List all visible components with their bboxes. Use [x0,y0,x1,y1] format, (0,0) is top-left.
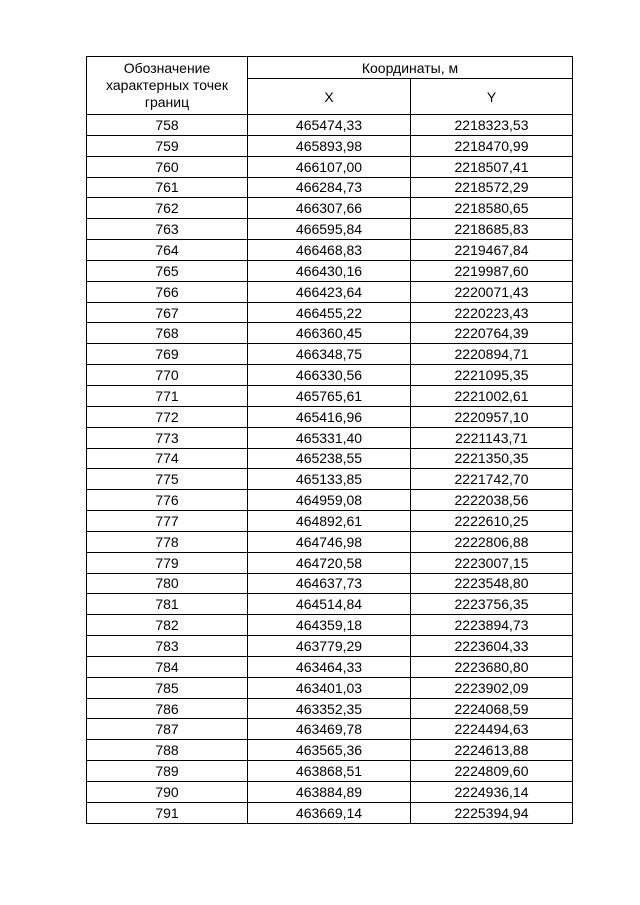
cell-y: 2223894,73 [411,615,573,636]
cell-point: 784 [87,656,248,677]
cell-y: 2223604,33 [411,636,573,657]
cell-y: 2220894,71 [411,344,573,365]
cell-x: 463779,29 [248,636,411,657]
cell-x: 463565,36 [248,740,411,761]
cell-y: 2223680,80 [411,656,573,677]
cell-point: 772 [87,406,248,427]
cell-y: 2221095,35 [411,365,573,386]
cell-x: 466423,64 [248,281,411,302]
cell-point: 777 [87,511,248,532]
cell-point: 768 [87,323,248,344]
cell-y: 2225394,94 [411,802,573,823]
cell-y: 2218470,99 [411,135,573,156]
cell-point: 790 [87,782,248,803]
cell-point: 770 [87,365,248,386]
table-row [87,802,573,823]
cell-point: 780 [87,573,248,594]
table-row [87,511,573,532]
cell-x: 465238,55 [248,448,411,469]
cell-y: 2221350,35 [411,448,573,469]
cell-y: 2218572,29 [411,177,573,198]
table-row [87,677,573,698]
table-row [87,761,573,782]
cell-x: 463464,33 [248,656,411,677]
cell-point: 765 [87,260,248,281]
cell-y: 2218580,65 [411,198,573,219]
table-row [87,782,573,803]
cell-y: 2224936,14 [411,782,573,803]
cell-x: 465893,98 [248,135,411,156]
cell-point: 781 [87,594,248,615]
cell-y: 2221742,70 [411,469,573,490]
cell-point: 779 [87,552,248,573]
header-y: Y [411,79,573,115]
cell-x: 466284,73 [248,177,411,198]
header-point-designation: Обозначение характерных точек границ [87,57,248,115]
table-row [87,156,573,177]
table-row [87,365,573,386]
cell-y: 2224809,60 [411,761,573,782]
cell-y: 2221143,71 [411,427,573,448]
table-row [87,115,573,136]
cell-y: 2220764,39 [411,323,573,344]
cell-x: 464720,58 [248,552,411,573]
cell-point: 787 [87,719,248,740]
table-row [87,135,573,156]
cell-x: 464359,18 [248,615,411,636]
cell-x: 466455,22 [248,302,411,323]
cell-x: 464514,84 [248,594,411,615]
cell-x: 465133,85 [248,469,411,490]
table-row [87,740,573,761]
header-coordinates: Координаты, м [248,57,573,79]
cell-point: 785 [87,677,248,698]
cell-point: 775 [87,469,248,490]
cell-x: 463669,14 [248,802,411,823]
cell-x: 466430,16 [248,260,411,281]
table-row [87,427,573,448]
cell-point: 773 [87,427,248,448]
cell-y: 2219467,84 [411,240,573,261]
cell-x: 464637,73 [248,573,411,594]
cell-point: 791 [87,802,248,823]
cell-y: 2222610,25 [411,511,573,532]
cell-point: 783 [87,636,248,657]
cell-y: 2223756,35 [411,594,573,615]
table-row [87,594,573,615]
cell-x: 463401,03 [248,677,411,698]
cell-x: 464892,61 [248,511,411,532]
cell-point: 762 [87,198,248,219]
cell-point: 774 [87,448,248,469]
cell-y: 2222806,88 [411,531,573,552]
cell-point: 778 [87,531,248,552]
cell-x: 465416,96 [248,406,411,427]
cell-y: 2224494,63 [411,719,573,740]
table-row [87,323,573,344]
cell-point: 786 [87,698,248,719]
table-row [87,636,573,657]
cell-y: 2224068,59 [411,698,573,719]
table-row [87,469,573,490]
cell-y: 2218685,83 [411,219,573,240]
cell-point: 759 [87,135,248,156]
cell-point: 782 [87,615,248,636]
table-row [87,177,573,198]
cell-y: 2219987,60 [411,260,573,281]
cell-point: 789 [87,761,248,782]
cell-x: 465331,40 [248,427,411,448]
table-row [87,615,573,636]
table-row [87,302,573,323]
table-row [87,198,573,219]
cell-x: 464746,98 [248,531,411,552]
cell-point: 771 [87,385,248,406]
cell-y: 2220071,43 [411,281,573,302]
cell-point: 763 [87,219,248,240]
table-row [87,448,573,469]
cell-point: 764 [87,240,248,261]
cell-y: 2223548,80 [411,573,573,594]
cell-y: 2220223,43 [411,302,573,323]
cell-y: 2223007,15 [411,552,573,573]
cell-x: 466348,75 [248,344,411,365]
cell-point: 769 [87,344,248,365]
table-row [87,656,573,677]
cell-x: 463868,51 [248,761,411,782]
table-row [87,344,573,365]
table-row [87,385,573,406]
table-row [87,531,573,552]
table-row [87,573,573,594]
cell-y: 2221002,61 [411,385,573,406]
cell-point: 758 [87,115,248,136]
cell-point: 761 [87,177,248,198]
table-row [87,260,573,281]
cell-point: 760 [87,156,248,177]
cell-x: 466307,66 [248,198,411,219]
cell-y: 2218323,53 [411,115,573,136]
cell-x: 465765,61 [248,385,411,406]
cell-y: 2224613,88 [411,740,573,761]
table-row [87,490,573,511]
cell-x: 463469,78 [248,719,411,740]
table-row [87,719,573,740]
cell-x: 466360,45 [248,323,411,344]
cell-y: 2220957,10 [411,406,573,427]
table-row [87,406,573,427]
table-row [87,552,573,573]
cell-x: 465474,33 [248,115,411,136]
cell-x: 463884,89 [248,782,411,803]
table-row [87,281,573,302]
table-row [87,698,573,719]
cell-y: 2222038,56 [411,490,573,511]
cell-y: 2218507,41 [411,156,573,177]
header-x: X [248,79,411,115]
header-row-top [87,57,573,79]
coordinates-table [86,56,573,824]
table-row [87,219,573,240]
table-row [87,240,573,261]
cell-x: 466468,83 [248,240,411,261]
cell-x: 463352,35 [248,698,411,719]
cell-x: 466595,84 [248,219,411,240]
cell-point: 776 [87,490,248,511]
table-header [87,57,573,115]
cell-x: 466107,00 [248,156,411,177]
cell-x: 464959,08 [248,490,411,511]
cell-x: 466330,56 [248,365,411,386]
cell-point: 767 [87,302,248,323]
table-body [87,115,573,824]
cell-y: 2223902,09 [411,677,573,698]
cell-point: 788 [87,740,248,761]
cell-point: 766 [87,281,248,302]
